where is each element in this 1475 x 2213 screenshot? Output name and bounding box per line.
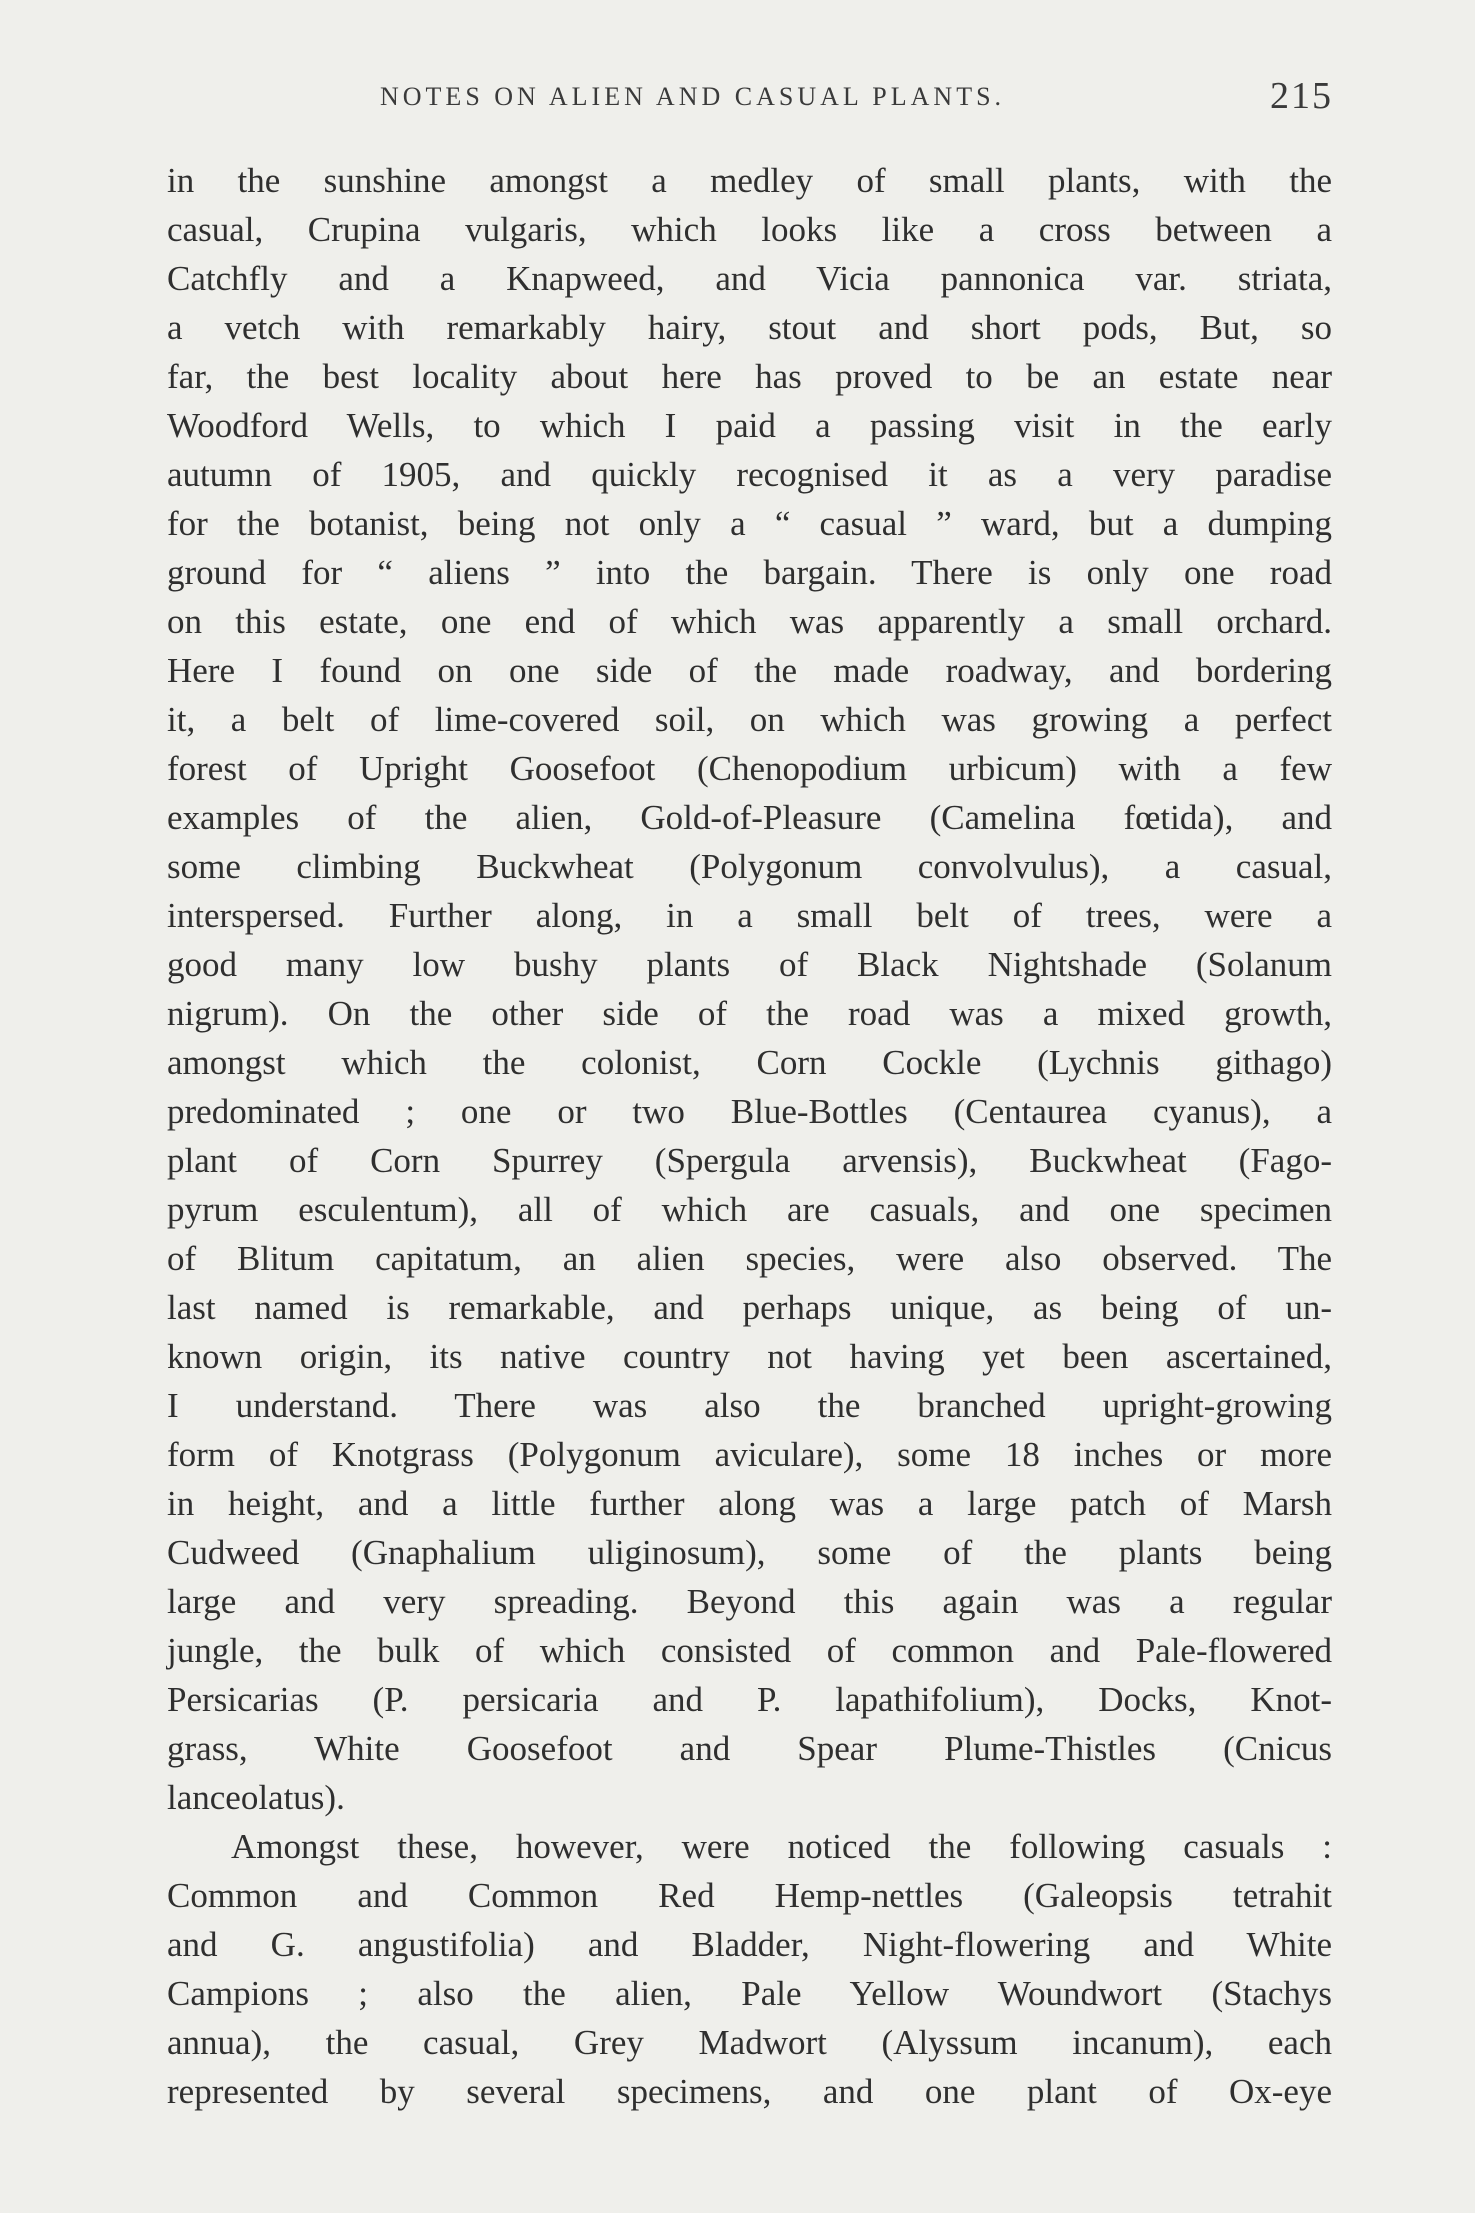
text-line: Common and Common Red Hemp-nettles (Galeopsis tetrahit	[167, 1876, 1332, 1915]
text-line: Persicarias (P. persicaria and P. lapathifolium), Docks, Knot-	[167, 1680, 1332, 1719]
text-line: a vetch with remarkably hairy, stout and short pods, But, so	[167, 308, 1332, 347]
text-line: large and very spreading. Beyond this again was a regular	[167, 1582, 1332, 1621]
text-line: I understand. There was also the branched upright-growing	[167, 1386, 1332, 1425]
text-line: annua), the casual, Grey Madwort (Alyssum incanum), each	[167, 2023, 1332, 2062]
text-line: ground for “ aliens ” into the bargain. There is only one road	[167, 553, 1332, 592]
text-line: forest of Upright Goosefoot (Chenopodium urbicum) with a few	[167, 749, 1332, 788]
text-line: on this estate, one end of which was apparently a small orchard.	[167, 602, 1332, 641]
text-line: in the sunshine amongst a medley of small plants, with the	[167, 161, 1332, 200]
text-line: and G. angustifolia) and Bladder, Night-flowering and White	[167, 1925, 1332, 1964]
body-text	[167, 156, 1332, 2116]
text-line: for the botanist, being not only a “ casual ” ward, but a dumping	[167, 504, 1332, 543]
text-line: represented by several specimens, and one plant of Ox-eye	[167, 2072, 1332, 2111]
text-line: interspersed. Further along, in a small belt of trees, were a	[167, 896, 1332, 935]
text-line: pyrum esculentum), all of which are casuals, and one specimen	[167, 1190, 1332, 1229]
text-line: in height, and a little further along was a large patch of Marsh	[167, 1484, 1332, 1523]
text-line: predominated ; one or two Blue-Bottles (Centaurea cyanus), a	[167, 1092, 1332, 1131]
text-line: grass, White Goosefoot and Spear Plume-Thistles (Cnicus	[167, 1729, 1332, 1768]
text-line: Catchfly and a Knapweed, and Vicia pannonica var. striata,	[167, 259, 1332, 298]
text-line: form of Knotgrass (Polygonum aviculare), some 18 inches or more	[167, 1435, 1332, 1474]
text-line: Campions ; also the alien, Pale Yellow Woundwort (Stachys	[167, 1974, 1332, 2013]
text-line: of Blitum capitatum, an alien species, were also observed. The	[167, 1239, 1332, 1278]
text-line: Woodford Wells, to which I paid a passing visit in the early	[167, 406, 1332, 445]
text-line: Here I found on one side of the made roadway, and bordering	[167, 651, 1332, 690]
text-line: it, a belt of lime-covered soil, on which was growing a perfect	[167, 700, 1332, 739]
page-number: 215	[1270, 75, 1333, 117]
text-line: autumn of 1905, and quickly recognised it as a very paradise	[167, 455, 1332, 494]
paragraph-start-line: Amongst these, however, were noticed the following casuals :	[231, 1827, 1332, 1866]
text-line: some climbing Buckwheat (Polygonum convolvulus), a casual,	[167, 847, 1332, 886]
running-head	[168, 74, 1333, 126]
text-line: last named is remarkable, and perhaps unique, as being of un-	[167, 1288, 1332, 1327]
paragraph-end-line: lanceolatus).	[167, 1778, 345, 1817]
text-line: good many low bushy plants of Black Nightshade (Solanum	[167, 945, 1332, 984]
text-line: known origin, its native country not having yet been ascertained,	[167, 1337, 1332, 1376]
text-line: plant of Corn Spurrey (Spergula arvensis), Buckwheat (Fago-	[167, 1141, 1332, 1180]
text-line: amongst which the colonist, Corn Cockle (Lychnis githago)	[167, 1043, 1332, 1082]
text-line: Cudweed (Gnaphalium uliginosum), some of the plants being	[167, 1533, 1332, 1572]
text-line: jungle, the bulk of which consisted of common and Pale-flowered	[167, 1631, 1332, 1670]
text-line: casual, Crupina vulgaris, which looks like a cross between a	[167, 210, 1332, 249]
text-line: far, the best locality about here has proved to be an estate near	[167, 357, 1332, 396]
running-title: NOTES ON ALIEN AND CASUAL PLANTS.	[380, 82, 1006, 111]
text-line: nigrum). On the other side of the road was a mixed growth,	[167, 994, 1332, 1033]
text-line: examples of the alien, Gold-of-Pleasure (Camelina fœtida), and	[167, 798, 1332, 837]
